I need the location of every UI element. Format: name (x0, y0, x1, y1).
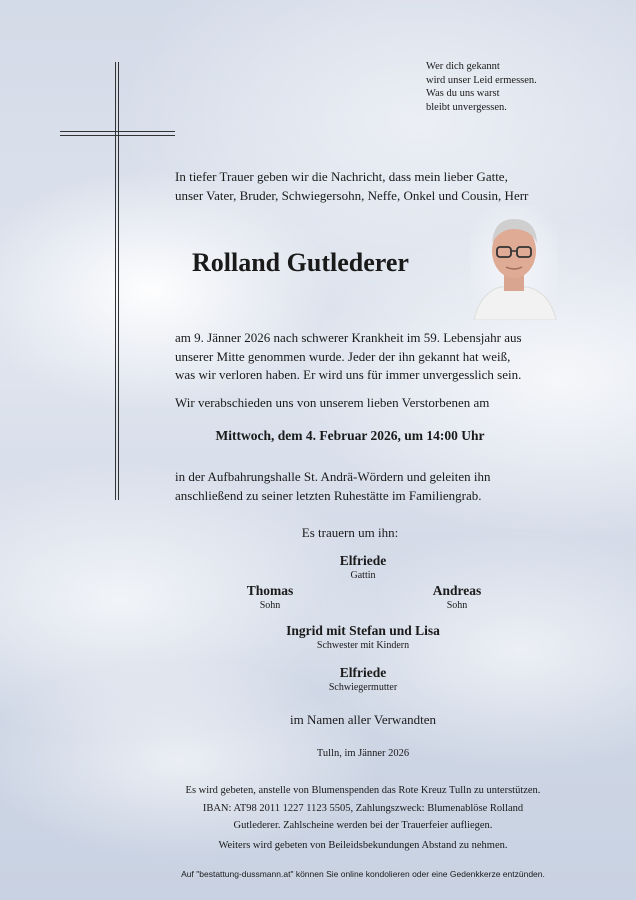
mourner: Andreas Sohn (432, 583, 482, 611)
place-date: Tulln, im Jänner 2026 (316, 748, 410, 759)
death-notice-text: am 9. Jänner 2026 nach schwerer Krankheit im 59. Lebensjahr aus unserer Mitte genommen wurde. Jeder der ihn gekannt hat weiß, was wir verloren haben. Er wird uns für immer unvergesslich sein. (175, 330, 522, 382)
farewell-text: Wir verabschieden uns von unserem lieben Verstorbenen am (175, 395, 490, 410)
mourners-heading: Es trauern um ihn: (301, 525, 399, 540)
mourner: Thomas Sohn (246, 583, 294, 611)
relatives-text: im Namen aller Verwandten (290, 712, 436, 727)
deceased-name: Rolland Gutlederer (192, 248, 409, 277)
location-text: in der Aufbahrungshalle St. Andrä-Wördern und geleiten ihn anschließend zu seiner letzten Ruhestätte im Familiengrab. (175, 469, 491, 503)
poem: Wer dich gekannt wird unser Leid ermessen. Was du uns warst bleibt unvergessen. (426, 61, 537, 113)
mourner: Elfriede Schwiegermutter (328, 665, 398, 693)
condolence-note: Weiters wird gebeten von Beileidsbekundungen Abstand zu nehmen. (218, 840, 508, 851)
mourner: Elfriede Gattin (339, 553, 387, 581)
ceremony-date: Mittwoch, dem 4. Februar 2026, um 14:00 Uhr (215, 428, 485, 443)
online-note: Auf "bestattung-dussmann.at" können Sie online kondolieren oder eine Gedenkkerze entzünden. (181, 869, 545, 879)
donation-text: Es wird gebeten, anstelle von Blumenspenden das Rote Kreuz Tulln zu unterstützen. IBAN: AT98 2011 1227 1123 5505, Zahlungszweck: Blumenablöse Rolland Gutlederer. Zahlscheine werden bei der Trauerfeier aufliegen. (185, 785, 541, 831)
portrait-photo (470, 205, 558, 320)
mourner: Ingrid mit Stefan und Lisa Schwester mit Kindern (286, 623, 440, 651)
intro-text: In tiefer Trauer geben wir die Nachricht, dass mein lieber Gatte, unser Vater, Bruder, Schwiegersohn, Neffe, Onkel und Cousin, Herr (175, 169, 529, 203)
